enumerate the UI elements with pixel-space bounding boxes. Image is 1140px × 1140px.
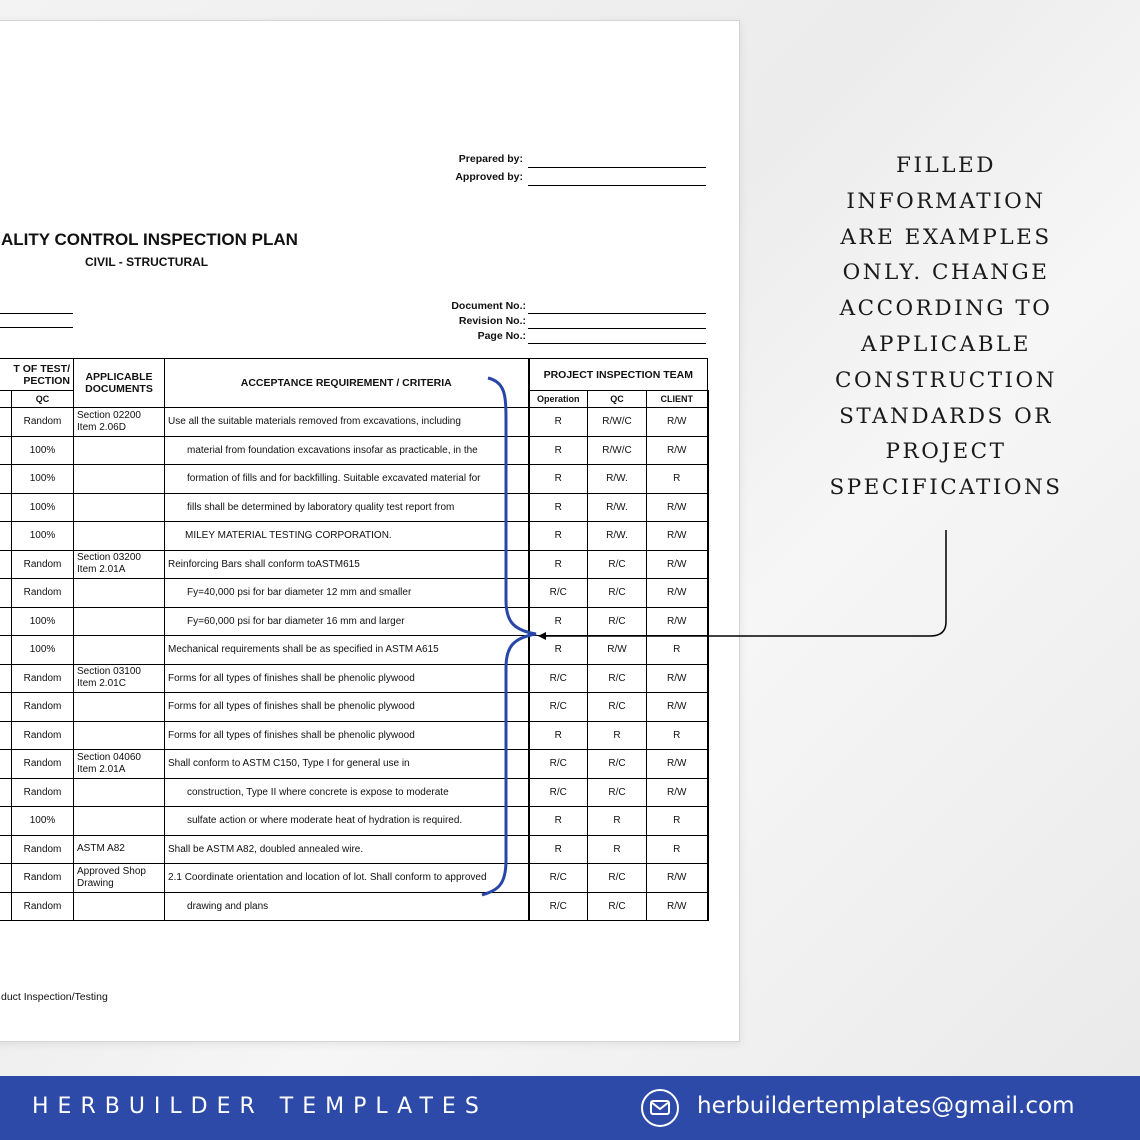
client-cell: R/W [647,778,708,807]
brand-name: HERBUILDER TEMPLATES [32,1094,488,1119]
criteria-cell: Forms for all types of finishes shall be phenolic plywood [165,693,529,722]
document-cell: Section 04060 Item 2.01A [74,750,165,779]
qc-subheader: QC [12,391,74,408]
client-cell: R/W [647,436,708,465]
qc-cell: 100% [12,465,74,494]
client-cell: R [647,721,708,750]
qc-cell: 100% [12,522,74,551]
qc-cell: 100% [12,636,74,665]
operation-cell: R [529,493,588,522]
document-cell: Approved Shop Drawing [74,864,165,893]
criteria-cell: Fy=40,000 psi for bar diameter 12 mm and smaller [165,579,529,608]
criteria-cell: Fy=60,000 psi for bar diameter 16 mm and larger [165,607,529,636]
operation-cell: R [529,465,588,494]
footer-note: duct Inspection/Testing [1,991,108,1003]
criteria-cell: Mechanical requirements shall be as specified in ASTM A615 [165,636,529,665]
operation-cell: R/C [529,778,588,807]
qc2-cell: R/C [588,864,647,893]
annotation-arrow-line [544,530,946,636]
annotation-note: FILLED INFORMATION ARE EXAMPLES ONLY. CHANGE ACCORDING TO APPLICABLE CONSTRUCTION STANDARDS OR PROJECT SPECIFICATIONS [829,153,1063,501]
qc-cell: Random [12,750,74,779]
qc-cell: Random [12,664,74,693]
qc2-cell: R/C [588,892,647,921]
client-cell: R/W [647,493,708,522]
operation-cell: R/C [529,750,588,779]
qc2-cell: R/W/C [588,408,647,437]
operation-cell: R [529,436,588,465]
qc-cell: Random [12,864,74,893]
qc2-cell: R/C [588,607,647,636]
operation-subheader: Operation [529,391,588,408]
operation-cell: R [529,550,588,579]
qc2-cell: R/C [588,550,647,579]
document-cell: ASTM A82 [74,835,165,864]
qc2-cell: R [588,807,647,836]
project-inspection-team-header: PROJECT INSPECTION TEAM [529,359,708,391]
client-cell: R/W [647,522,708,551]
qc2-cell: R [588,721,647,750]
envelope-icon [641,1089,679,1127]
extent-of-test-header: T OF TEST/ PECTION [0,359,74,391]
criteria-cell: fills shall be determined by laboratory quality test report from [165,493,529,522]
qc-cell: 100% [12,436,74,465]
qc-cell: 100% [12,607,74,636]
qc-cell: Random [12,835,74,864]
operation-cell: R/C [529,693,588,722]
client-subheader: CLIENT [647,391,708,408]
operation-cell: R [529,607,588,636]
qc2-cell: R/C [588,778,647,807]
criteria-cell: 2.1 Coordinate orientation and location of lot. Shall conform to approved [165,864,529,893]
qc2-cell: R/W/C [588,436,647,465]
qc-cell: Random [12,550,74,579]
qc2-cell: R [588,835,647,864]
acceptance-criteria-header: ACCEPTANCE REQUIREMENT / CRITERIA [165,359,529,408]
criteria-cell: construction, Type II where concrete is expose to moderate [165,778,529,807]
client-cell: R/W [647,579,708,608]
qc-cell: Random [12,579,74,608]
qc-cell: Random [12,778,74,807]
criteria-cell: material from foundation excavations insofar as practicable, in the [165,436,529,465]
client-cell: R [647,636,708,665]
client-cell: R/W [647,550,708,579]
operation-cell: R [529,807,588,836]
qc-cell: Random [12,892,74,921]
criteria-cell: MILEY MATERIAL TESTING CORPORATION. [165,522,529,551]
document-cell: Section 02200 Item 2.06D [74,408,165,437]
qc2-cell: R/C [588,750,647,779]
applicable-documents-header: APPLICABLE DOCUMENTS [74,359,165,408]
client-cell: R [647,835,708,864]
qc2-cell: R/C [588,693,647,722]
page-title: ALITY CONTROL INSPECTION PLAN [1,230,298,249]
document-no-label: Document No.: [451,300,526,312]
document-sheet: Prepared by: Approved by: ALITY CONTROL INSPECTION PLAN CIVIL - STRUCTURAL Document No.: Revision No.: Page No.: T OF TEST/ PECTION APPLICABLE DOCUMENTS ACCEPTANCE REQUIREMENT / CRITERIA PROJECT INSPECTION TEAM QC Operation QC CLIENT Random Section 02200 Item 2.06D Use all the suitable materials removed from excavations, including R R/W/C R/W 100% material from foundation excavations insofar as practicable, in the R R/W/C R/W 100% formation of fills and for backfilling. Suitable excavated material for R R/W. R 100% fills shall be determined by laboratory quality test report from R R/W. R/W 100% MILEY MATERIAL TESTING CORPORATION. R R/W. R/W Random Section 03200 Item 2.01A Reinforcing Bars shall conform toASTM615 R R/C R/W Random Fy=40,000 psi for bar diameter 12 mm and smaller R/C R/C R/W 100% Fy=60,000 psi for bar diameter 16 mm and larger R R/C R/W 100% Mechanical requirements shall be as specified in ASTM A615 R R/W R Random Section 03100 Item 2.01C Forms for all types of finishes shall be phenolic plywood R/C R/C R/W Random Forms for all types of finishes shall be phenolic plywood R/C R/C R/W Random Forms for all types of finishes shall be phenolic plywood R R R Random Section 04060 Item 2.01A Shall conform to ASTM C150, Type I for general use in R/C R/C R/W Random construction, Type II where concrete is expose to moderate R/C R/C R/W 100% sulfate action or where moderate heat of hydration is required. R R R Random ASTM A82 Shall be ASTM A82, doubled annealed wire. R R R Random Approved Shop Drawing 2.1 Coordinate orientation and location of lot. Shall conform to approved R/C R/C R/W Random drawing and plans R/C R/C R/W duct Inspection/Testing [0,20,740,1042]
email-address[interactable]: herbuildertemplates@gmail.com [697,1093,1075,1119]
qc2-cell: R/W. [588,522,647,551]
operation-cell: R/C [529,864,588,893]
qc-cell: Random [12,408,74,437]
criteria-cell: Use all the suitable materials removed from excavations, including [165,408,529,437]
arrowhead-icon [538,632,546,640]
criteria-cell: sulfate action or where moderate heat of hydration is required. [165,807,529,836]
operation-cell: R [529,636,588,665]
criteria-cell: formation of fills and for backfilling. Suitable excavated material for [165,465,529,494]
criteria-cell: Reinforcing Bars shall conform toASTM615 [165,550,529,579]
qc2-cell: R/W. [588,465,647,494]
qc2-cell: R/W [588,636,647,665]
page-no-label: Page No.: [477,330,526,342]
client-cell: R/W [647,607,708,636]
qc2-cell: R/C [588,579,647,608]
document-cell: Section 03200 Item 2.01A [74,550,165,579]
qc2-subheader: QC [588,391,647,408]
qc-cell: Random [12,693,74,722]
client-cell: R/W [647,864,708,893]
client-cell: R/W [647,750,708,779]
client-cell: R/W [647,693,708,722]
client-cell: R/W [647,408,708,437]
operation-cell: R [529,522,588,551]
criteria-cell: Shall be ASTM A82, doubled annealed wire. [165,835,529,864]
criteria-cell: Shall conform to ASTM C150, Type I for general use in [165,750,529,779]
qc-cell: 100% [12,807,74,836]
qc-cell: 100% [12,493,74,522]
operation-cell: R [529,721,588,750]
operation-cell: R/C [529,664,588,693]
criteria-cell: Forms for all types of finishes shall be phenolic plywood [165,664,529,693]
client-cell: R/W [647,664,708,693]
curly-brace [482,378,536,895]
qc-cell: Random [12,721,74,750]
client-cell: R/W [647,892,708,921]
document-cell: Section 03100 Item 2.01C [74,664,165,693]
revision-no-label: Revision No.: [458,315,526,327]
criteria-cell: Forms for all types of finishes shall be phenolic plywood [165,721,529,750]
qc2-cell: R/C [588,664,647,693]
operation-cell: R/C [529,892,588,921]
qc2-cell: R/W. [588,493,647,522]
client-cell: R [647,807,708,836]
operation-cell: R/C [529,579,588,608]
operation-cell: R [529,835,588,864]
client-cell: R [647,465,708,494]
criteria-cell: drawing and plans [165,892,529,921]
page-subtitle: CIVIL - STRUCTURAL [85,255,209,269]
operation-cell: R [529,408,588,437]
